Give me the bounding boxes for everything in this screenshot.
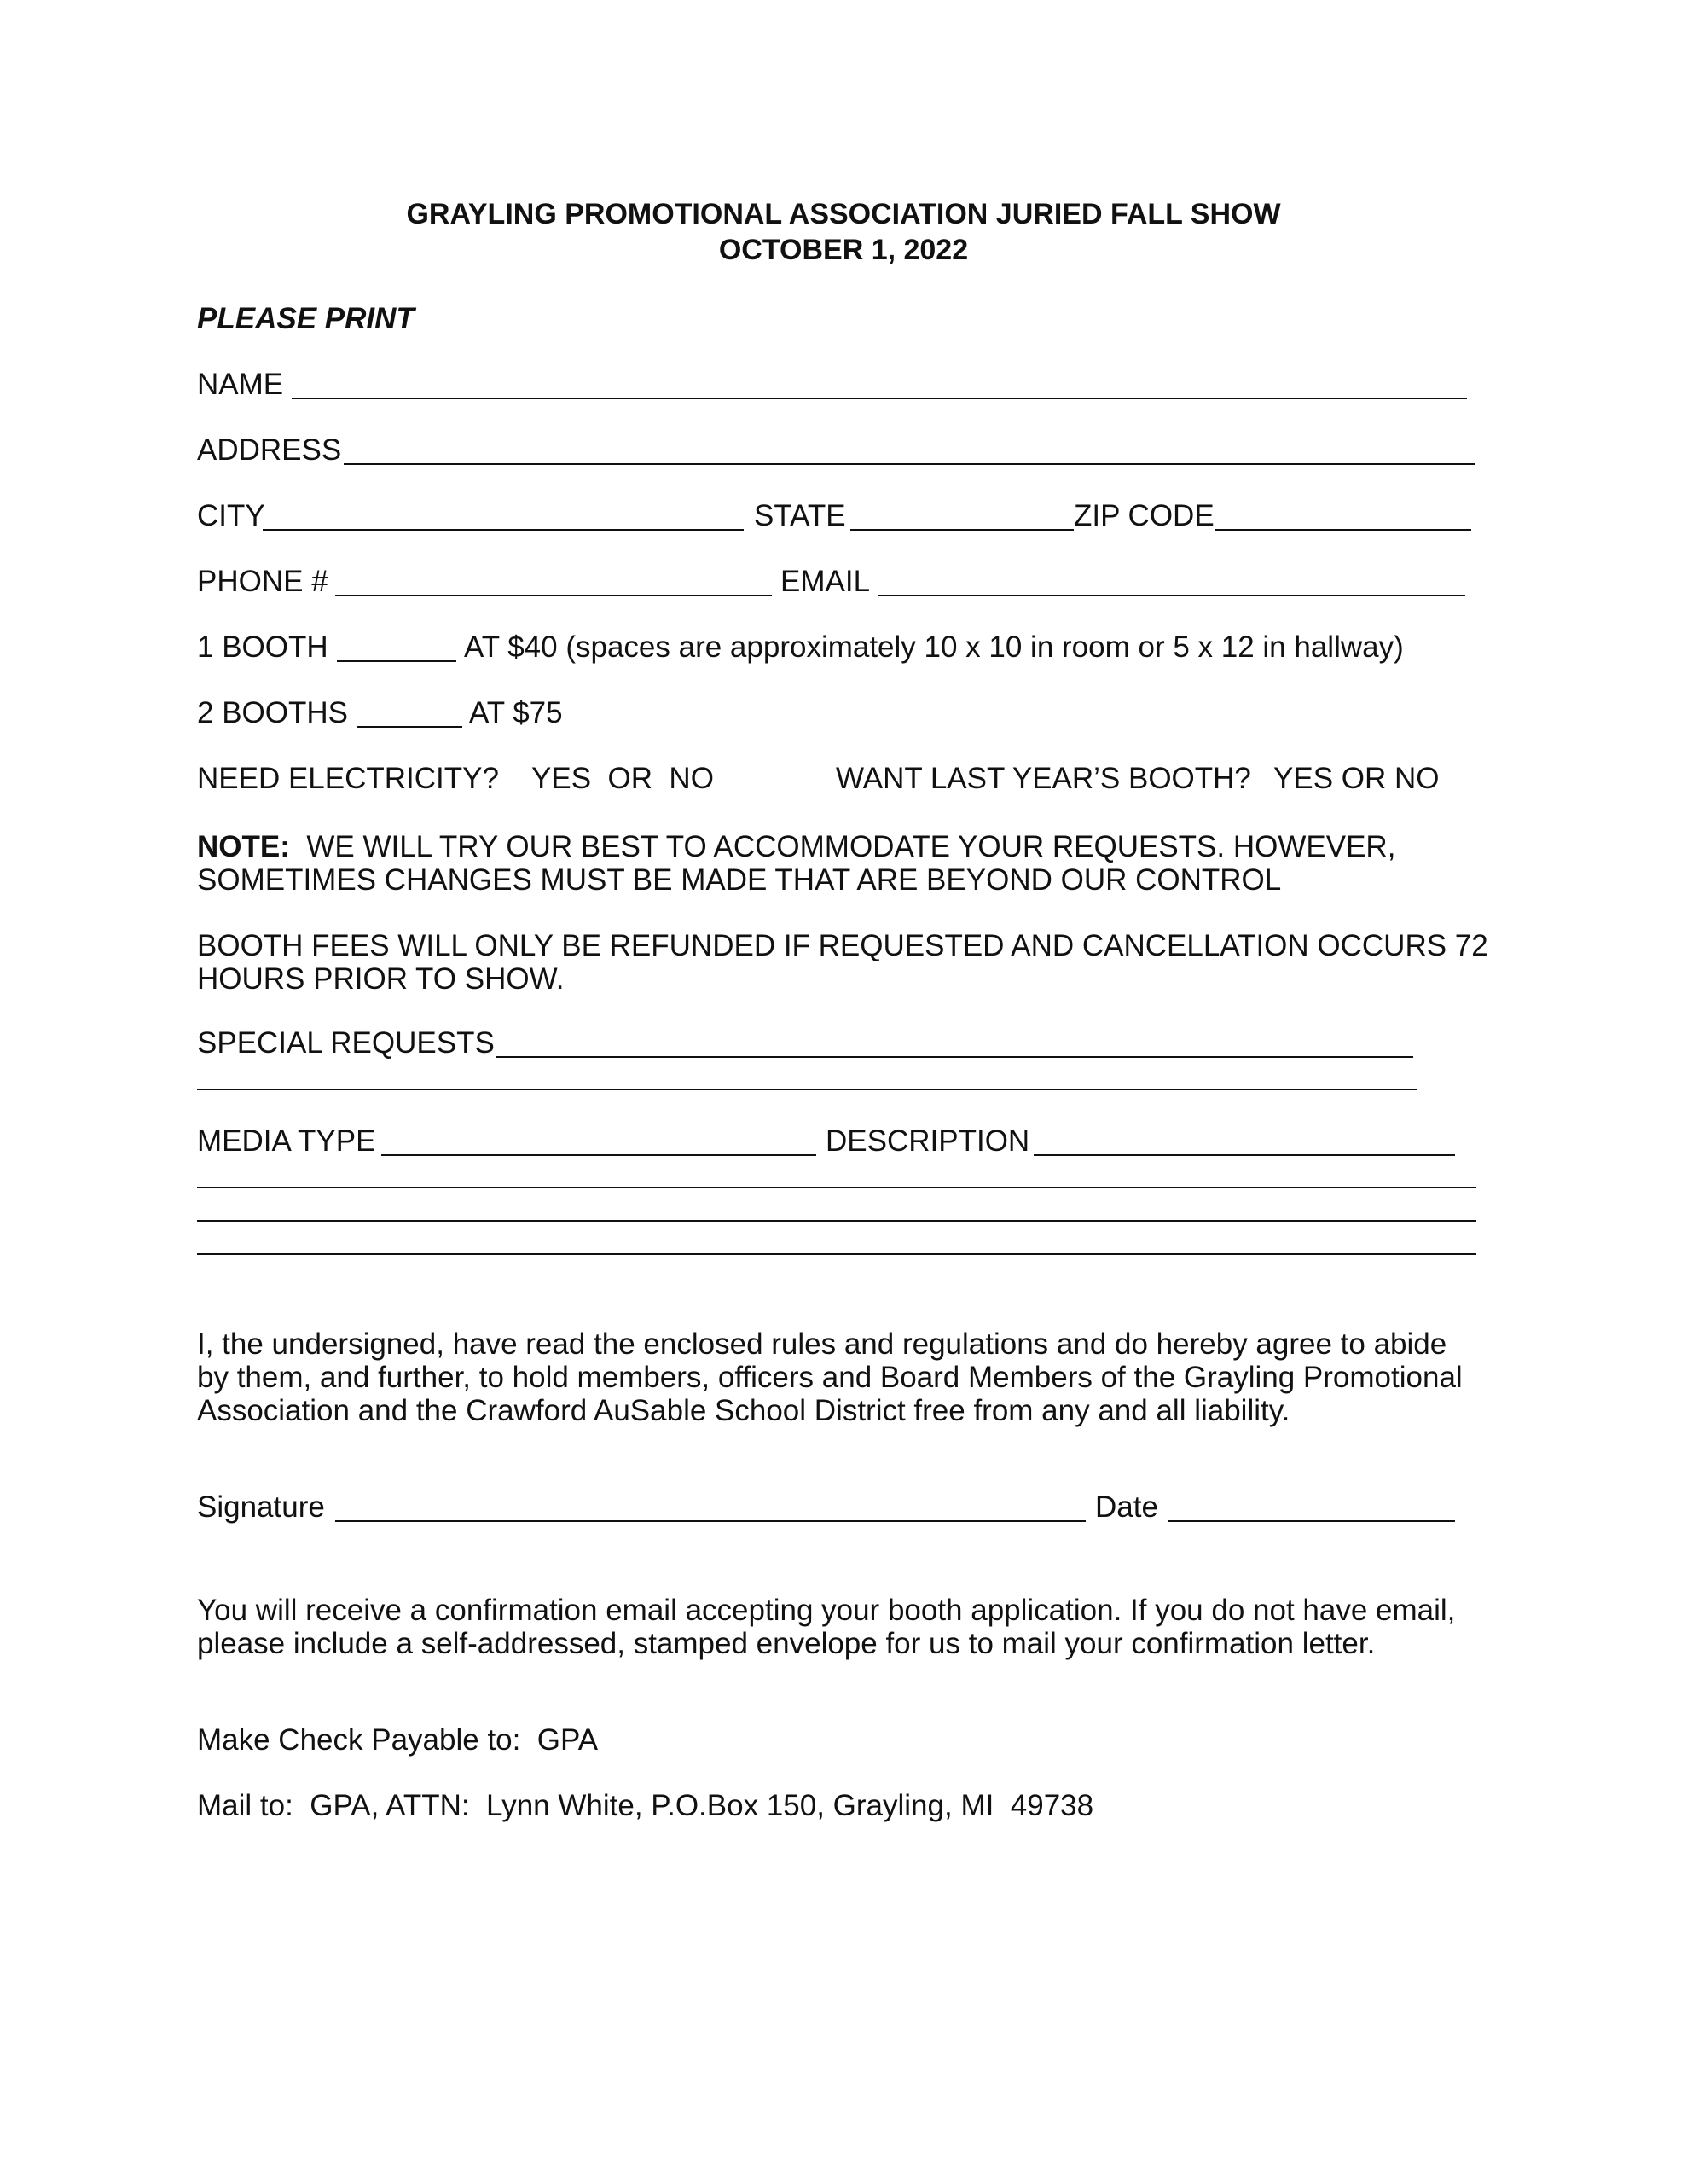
liability-agreement: I, the undersigned, have read the enclosed rules and regulations and do hereby agree to abide by them, and further, to hold members, officers and Board Members of the Grayling Promotional Association and the Crawford AuSable School District free from any and all liability. [197, 1327, 1463, 1427]
special-requests-label: SPECIAL REQUESTS [197, 1026, 495, 1060]
date-field[interactable] [1168, 1520, 1455, 1522]
zip-code-label: ZIP CODE [1074, 499, 1215, 532]
date-label: Date [1095, 1490, 1158, 1524]
note-text: WE WILL TRY OUR BEST TO ACCOMMODATE YOUR REQUESTS. HOWEVER, SOMETIMES CHANGES MUST BE MADE THAT ARE BEYOND OUR CONTROL [197, 830, 1396, 897]
description-field-line-3[interactable] [197, 1220, 1476, 1222]
email-field[interactable] [878, 595, 1465, 596]
mailing-address: Mail to: GPA, ATTN: Lynn White, P.O.Box 150, Grayling, MI 49738 [197, 1789, 1094, 1822]
name-label: NAME [197, 368, 284, 401]
signature-field[interactable] [335, 1520, 1086, 1522]
description-field-line-2[interactable] [197, 1187, 1476, 1188]
special-requests-field-line-2[interactable] [197, 1089, 1417, 1090]
zip-code-field[interactable] [1215, 529, 1471, 531]
phone-field[interactable] [335, 595, 772, 596]
two-booths-label: 2 BOOTHS [197, 696, 348, 729]
confirmation-notice: You will receive a confirmation email accepting your booth application. If you do not have email, please include a self-addressed, stamped envelope for us to mail your confirmation letter. [197, 1594, 1456, 1660]
media-type-label: MEDIA TYPE [197, 1124, 376, 1158]
signature-label: Signature [197, 1490, 325, 1524]
two-booths-price: AT $75 [469, 696, 563, 729]
city-field[interactable] [263, 529, 744, 531]
note-label: NOTE: [197, 830, 290, 863]
city-label: CITY [197, 499, 265, 532]
address-label: ADDRESS [197, 433, 342, 467]
two-booths-field[interactable] [357, 726, 462, 728]
one-booth-price: AT $40 (spaces are approximately 10 x 10 in room or 5 x 12 in hallway) [464, 630, 1404, 664]
form-date: OCTOBER 1, 2022 [718, 234, 969, 266]
refund-policy: BOOTH FEES WILL ONLY BE REFUNDED IF REQUESTED AND CANCELLATION OCCURS 72 HOURS PRIOR TO SHOW. [197, 929, 1488, 996]
special-requests-field-line-1[interactable] [496, 1056, 1413, 1058]
email-label: EMAIL [780, 565, 871, 598]
form-title: GRAYLING PROMOTIONAL ASSOCIATION JURIED FALL SHOW [406, 198, 1281, 230]
state-field[interactable] [850, 529, 1074, 531]
electricity-question: NEED ELECTRICITY? [197, 762, 499, 795]
address-field[interactable] [344, 463, 1475, 465]
one-booth-field[interactable] [337, 660, 456, 662]
description-field-line-4[interactable] [197, 1253, 1476, 1255]
note-paragraph [197, 830, 1493, 897]
media-type-field[interactable] [381, 1154, 816, 1156]
name-field[interactable] [292, 398, 1467, 399]
one-booth-label: 1 BOOTH [197, 630, 328, 664]
electricity-options[interactable]: YES OR NO [531, 762, 714, 795]
check-payable-to: Make Check Payable to: GPA [197, 1723, 599, 1757]
description-label: DESCRIPTION [826, 1124, 1030, 1158]
last-year-booth-question: WANT LAST YEAR’S BOOTH? [836, 762, 1251, 795]
last-year-booth-options[interactable]: YES OR NO [1273, 762, 1440, 795]
please-print-instruction: PLEASE PRINT [197, 302, 415, 335]
description-field[interactable] [1034, 1154, 1455, 1156]
state-label: STATE [754, 499, 846, 532]
phone-label: PHONE # [197, 565, 328, 598]
